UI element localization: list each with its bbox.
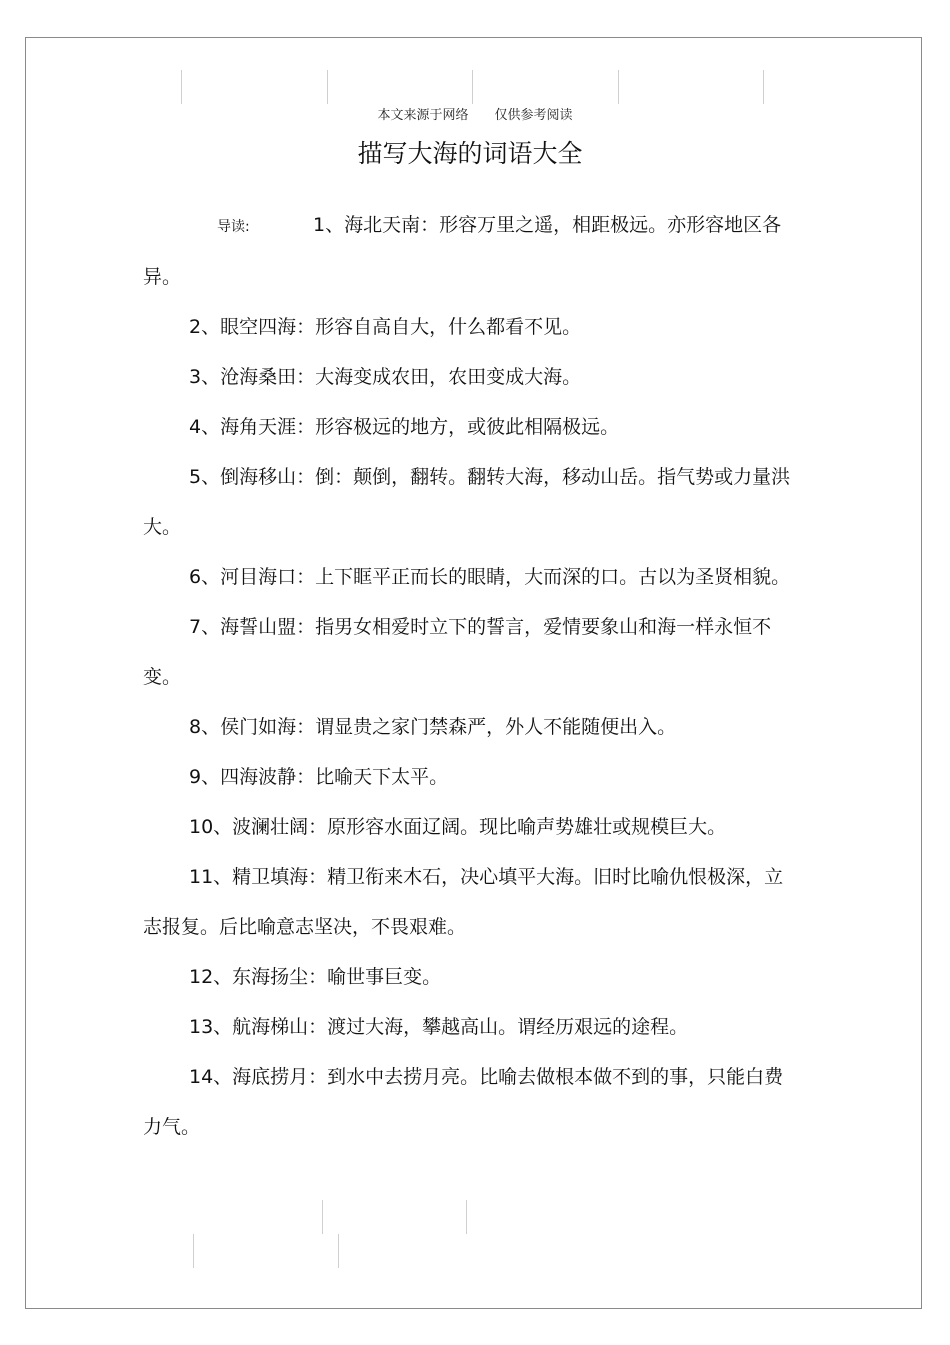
source-note-left: 本文来源于网络 bbox=[377, 108, 469, 123]
entry-6: 6、河目海口：上下眶平正而长的眼睛，大而深的口。古以为圣贤相貌。 bbox=[189, 566, 791, 588]
decorative-line bbox=[181, 70, 182, 104]
page-title: 描写大海的词语大全 bbox=[357, 139, 583, 168]
entry-2: 2、眼空四海：形容自高自大，什么都看不见。 bbox=[189, 316, 582, 338]
decorative-line bbox=[327, 70, 328, 104]
entry-1 bbox=[143, 200, 793, 302]
entry-text: 1、海北天南：形容万里之遥，相距极远。亦形容地区各异。 bbox=[143, 214, 782, 288]
entry-13: 13、航海梯山：渡过大海，攀越高山。谓经历艰远的途程。 bbox=[189, 1016, 689, 1038]
decorative-line bbox=[193, 1234, 194, 1268]
decorative-line bbox=[618, 70, 619, 104]
entry-12: 12、东海扬尘：喻世事巨变。 bbox=[189, 966, 442, 988]
entry-3: 3、沧海桑田：大海变成农田，农田变成大海。 bbox=[189, 366, 582, 388]
source-note-right: 仅供参考阅读 bbox=[494, 108, 573, 123]
entry-10: 10、波澜壮阔：原形容水面辽阔。现比喻声势雄壮或规模巨大。 bbox=[189, 816, 727, 838]
entry-7: 7、海誓山盟：指男女相爱时立下的誓言，爱情要象山和海一样永恒不变。 bbox=[143, 616, 772, 688]
source-note bbox=[0, 104, 950, 123]
decorative-line bbox=[472, 70, 473, 104]
entry-11: 11、精卫填海：精卫衔来木石，决心填平大海。旧时比喻仇恨极深，立志报复。后比喻意志坚决，不畏艰难。 bbox=[143, 866, 784, 938]
entry-5: 5、倒海移山：倒：颠倒，翻转。翻转大海，移动山岳。指气势或力量洪大。 bbox=[143, 466, 791, 538]
guide-label: 导读: bbox=[217, 219, 250, 235]
decorative-line bbox=[466, 1200, 467, 1234]
decorative-line bbox=[338, 1234, 339, 1268]
decorative-line bbox=[322, 1200, 323, 1234]
entry-14: 14、海底捞月：到水中去捞月亮。比喻去做根本做不到的事，只能白费力气。 bbox=[143, 1066, 784, 1138]
entry-9: 9、四海波静：比喻天下太平。 bbox=[189, 766, 449, 788]
document-body bbox=[143, 200, 793, 1152]
entry-8: 8、侯门如海：谓显贵之家门禁森严，外人不能随便出入。 bbox=[189, 716, 677, 738]
entry-4: 4、海角天涯：形容极远的地方，或彼此相隔极远。 bbox=[189, 416, 620, 438]
decorative-line bbox=[763, 70, 764, 104]
